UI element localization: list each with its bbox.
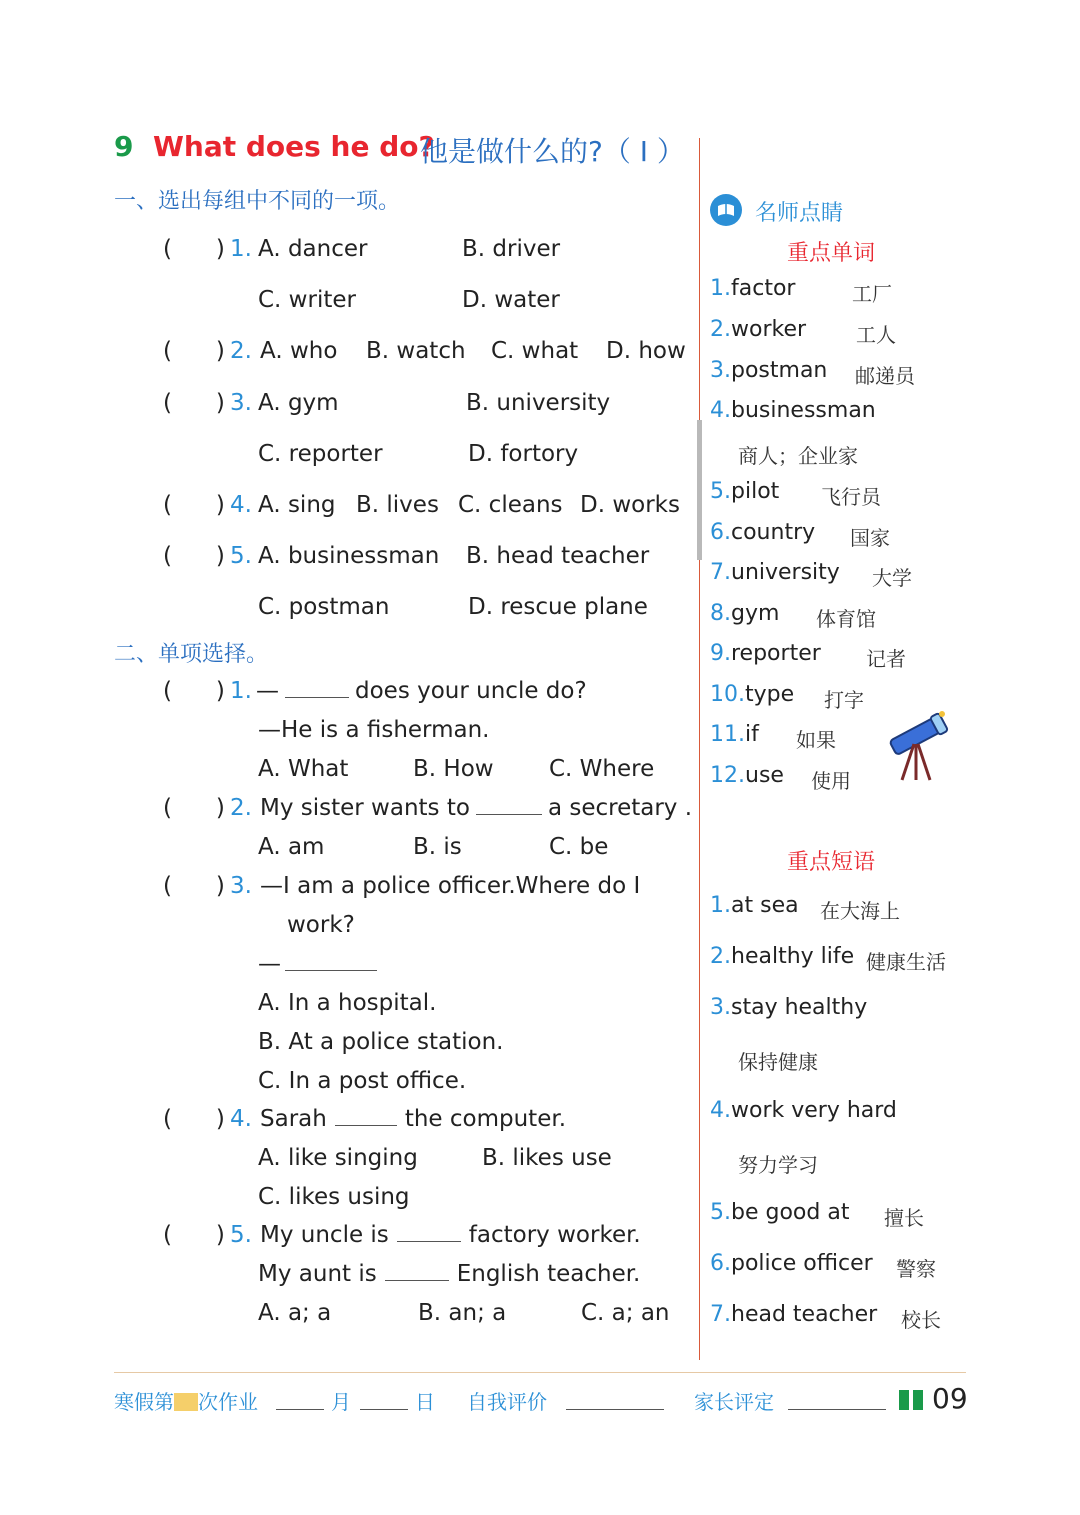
key-word-translation: 工厂 — [852, 282, 892, 306]
key-word-translation: 体育馆 — [816, 607, 876, 631]
answer-bracket[interactable]: ( ) — [163, 492, 225, 518]
column-divider — [699, 138, 700, 1360]
option-c: C. reporter — [258, 441, 383, 467]
key-phrase-translation: 努力学习 — [738, 1153, 818, 1177]
answer-bracket[interactable]: ( ) — [163, 543, 225, 569]
section1-heading: 一、选出每组中不同的一项。 — [114, 189, 401, 214]
key-word-translation: 商人；企业家 — [738, 444, 858, 468]
option-b: B. watch — [366, 338, 466, 364]
lesson-title-en: What does he do? — [153, 130, 435, 163]
key-word-translation: 国家 — [850, 526, 890, 550]
answer-bracket[interactable]: ( ) — [163, 678, 225, 704]
q-stem: Sarah the computer. — [260, 1106, 567, 1132]
option-c: C. In a post office. — [258, 1068, 467, 1094]
key-phrase: 6.police officer — [710, 1251, 873, 1276]
key-word: 8.gym — [710, 601, 780, 626]
page-marker — [899, 1390, 909, 1410]
key-phrase-translation: 擅长 — [884, 1206, 924, 1230]
key-phrase-translation: 在大海上 — [820, 899, 900, 923]
parent-eval-blank[interactable] — [788, 1408, 886, 1410]
key-phrase: 7.head teacher — [710, 1302, 878, 1327]
key-phrase: 2.healthy life — [710, 944, 855, 969]
answer-bracket[interactable]: ( ) — [163, 873, 225, 899]
key-word: 4.businessman — [710, 398, 876, 423]
option-d: D. water — [462, 287, 560, 313]
option-d: D. works — [580, 492, 680, 518]
option-c: C. what — [491, 338, 579, 364]
self-eval-label: 自我评价 — [467, 1390, 547, 1414]
words-heading: 重点单词 — [787, 241, 876, 266]
option-a: A. a; a — [258, 1300, 332, 1326]
option-b: B. How — [413, 756, 494, 782]
key-phrase: 1.at sea — [710, 893, 799, 918]
key-word: 11.if — [710, 722, 759, 747]
option-d: D. how — [606, 338, 686, 364]
section2-heading: 二、单项选择。 — [114, 642, 269, 667]
option-a: A. In a hospital. — [258, 990, 437, 1016]
option-b: B. an; a — [418, 1300, 507, 1326]
q-number: 3. — [230, 390, 252, 416]
answer-bracket[interactable]: ( ) — [163, 1222, 225, 1248]
q-line2: work? — [287, 912, 355, 938]
option-a: A. What — [258, 756, 349, 782]
option-b: B. driver — [462, 236, 561, 262]
q-number: 5. — [230, 1222, 252, 1248]
key-word: 2.worker — [710, 317, 807, 342]
key-word-translation: 记者 — [866, 647, 906, 671]
option-a: A. sing — [258, 492, 336, 518]
lesson-title-cn: 他是做什么的?（ Ⅰ ） — [420, 135, 685, 168]
key-word: 10.type — [710, 682, 795, 707]
option-a: A. businessman — [258, 543, 440, 569]
parent-eval-label: 家长评定 — [694, 1390, 774, 1414]
option-c: C. likes using — [258, 1184, 410, 1210]
key-word: 6.country — [710, 520, 816, 545]
q-number: 5. — [230, 543, 252, 569]
key-word: 3.postman — [710, 358, 828, 383]
option-b: B. university — [466, 390, 611, 416]
key-word: 1.factor — [710, 276, 796, 301]
day-blank[interactable] — [360, 1408, 408, 1410]
key-phrase-translation: 保持健康 — [738, 1050, 818, 1074]
key-phrase-translation: 警察 — [896, 1257, 936, 1281]
q-stem: — does your uncle do? — [256, 678, 587, 704]
answer-bracket[interactable]: ( ) — [163, 1106, 225, 1132]
answer-bracket[interactable]: ( ) — [163, 236, 225, 262]
option-a: A. like singing — [258, 1145, 418, 1171]
option-a: A. dancer — [258, 236, 368, 262]
key-word: 5.pilot — [710, 479, 780, 504]
page-number: 09 — [932, 1382, 968, 1415]
q-line3: — — [258, 951, 377, 977]
option-c: C. be — [549, 834, 609, 860]
q-stem: My sister wants to a secretary . — [260, 795, 693, 821]
q-number: 1. — [230, 236, 252, 262]
option-c: C. a; an — [581, 1300, 670, 1326]
key-word-translation: 使用 — [811, 769, 851, 793]
key-phrase: 3.stay healthy — [710, 995, 868, 1020]
q-number: 4. — [230, 492, 252, 518]
key-word: 9.reporter — [710, 641, 821, 666]
homework-count: 寒假第 次作业 — [114, 1390, 258, 1414]
day-label: 日 — [415, 1390, 435, 1414]
answer-bracket[interactable]: ( ) — [163, 338, 225, 364]
lesson-number: 9 — [114, 130, 134, 163]
tips-badge: 名师点睛 — [755, 201, 844, 226]
page-marker — [913, 1390, 923, 1410]
month-label: 月 — [331, 1390, 351, 1414]
q-number: 1. — [230, 678, 252, 704]
q-number: 4. — [230, 1106, 252, 1132]
option-c: C. postman — [258, 594, 390, 620]
book-icon — [710, 194, 742, 226]
option-a: A. gym — [258, 390, 339, 416]
q-stem: —I am a police officer.Where do I — [260, 873, 641, 899]
key-phrase-translation: 校长 — [901, 1308, 941, 1332]
answer-bracket[interactable]: ( ) — [163, 390, 225, 416]
telescope-icon — [880, 708, 952, 784]
key-word-translation: 如果 — [796, 728, 836, 752]
option-a: A. am — [258, 834, 325, 860]
key-word-translation: 大学 — [872, 566, 912, 590]
option-c: C. Where — [549, 756, 655, 782]
homework-count-box[interactable] — [174, 1393, 198, 1411]
option-b: B. head teacher — [466, 543, 650, 569]
option-b: B. is — [413, 834, 462, 860]
key-word-translation: 邮递员 — [855, 364, 915, 388]
key-phrase: 4.work very hard — [710, 1098, 897, 1123]
q-number: 2. — [230, 338, 252, 364]
option-a: A. who — [260, 338, 338, 364]
option-c: C. writer — [258, 287, 356, 313]
key-word-translation: 飞行员 — [821, 485, 881, 509]
q-line2: My aunt is English teacher. — [258, 1261, 641, 1287]
key-word: 7.university — [710, 560, 840, 585]
option-c: C. cleans — [458, 492, 563, 518]
q-stem: My uncle is factory worker. — [260, 1222, 641, 1248]
key-phrase: 5.be good at — [710, 1200, 850, 1225]
option-b: B. lives — [356, 492, 439, 518]
key-word-translation: 打字 — [824, 688, 864, 712]
divider-marker — [697, 420, 702, 560]
option-b: B. At a police station. — [258, 1029, 504, 1055]
self-eval-blank[interactable] — [566, 1408, 664, 1410]
q-line2: —He is a fisherman. — [258, 717, 490, 743]
phrases-heading: 重点短语 — [787, 850, 876, 875]
option-d: D. rescue plane — [468, 594, 648, 620]
answer-bracket[interactable]: ( ) — [163, 795, 225, 821]
footer-rule — [114, 1372, 966, 1373]
q-number: 3. — [230, 873, 252, 899]
key-word-translation: 工人 — [856, 323, 896, 347]
month-blank[interactable] — [276, 1408, 324, 1410]
option-d: D. fortory — [468, 441, 579, 467]
q-number: 2. — [230, 795, 252, 821]
key-word: 12.use — [710, 763, 784, 788]
option-b: B. likes use — [482, 1145, 612, 1171]
key-phrase-translation: 健康生活 — [866, 950, 946, 974]
